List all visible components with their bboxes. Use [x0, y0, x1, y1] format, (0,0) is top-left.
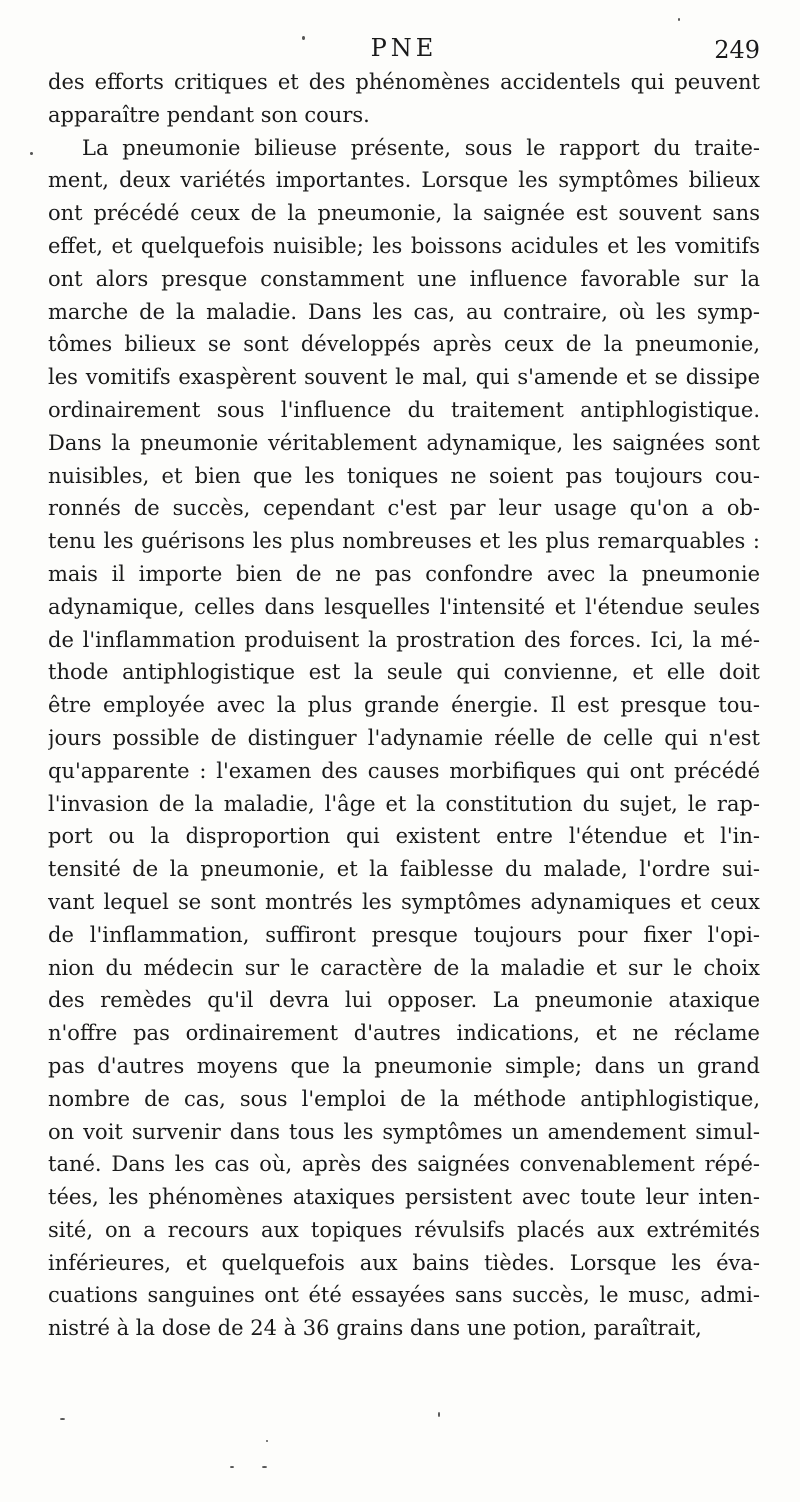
text-line: sité, on a recours aux topiques révulsifs placés aux extrémités [48, 1217, 760, 1242]
text-line: adynamique, celles dans lesquelles l'intensité et l'étendue seules [48, 594, 760, 619]
text-line: tenu les guérisons les plus nombreuses et les plus remarquables : [48, 529, 760, 554]
text-line: ment, deux variétés importantes. Lorsque les symptômes bilieux [48, 168, 760, 193]
text-line: tées, les phénomènes ataxiques persistent avec toute leur inten- [48, 1185, 760, 1210]
text-line: apparaître pendant son cours. [48, 102, 370, 127]
text-line: nion du médecin sur le caractère de la maladie et sur le choix [48, 955, 760, 980]
text-line: ont précédé ceux de la pneumonie, la saignée est souvent sans [48, 201, 760, 226]
text-line: on voit survenir dans tous les symptômes un amendement simul- [48, 1119, 760, 1144]
text-line: inférieures, et quelquefois aux bains tièdes. Lorsque les éva- [48, 1250, 760, 1275]
text-line: de l'inflammation produisent la prostration des forces. Ici, la mé- [48, 627, 760, 652]
text-line: effet, et quelquefois nuisible; les boissons acidules et les vomitifs [48, 233, 760, 258]
text-line: pas d'autres moyens que la pneumonie simple; dans un grand [48, 1053, 760, 1078]
text-line: La pneumonie bilieuse présente, sous le rapport du traite- [82, 135, 760, 160]
scan-speck [438, 1412, 440, 1417]
text-line: ordinairement sous l'influence du traitement antiphlogistique. [48, 397, 760, 422]
text-line: l'invasion de la maladie, l'âge et la constitution du sujet, le rap- [48, 791, 760, 816]
scan-speck [678, 18, 680, 21]
scan-speck [60, 1418, 65, 1420]
text-line: port ou la disproportion qui existent entre l'étendue et l'in- [48, 824, 760, 849]
text-line: des remèdes qu'il devra lui opposer. La pneumonie ataxique [48, 988, 760, 1013]
text-line: tané. Dans les cas où, après des saignées convenablement répé- [48, 1152, 760, 1177]
text-line: nombre de cas, sous l'emploi de la méthode antiphlogistique, [48, 1086, 760, 1111]
text-line: tômes bilieux se sont développés après ceux de la pneumonie, [48, 332, 760, 357]
text-line: ont alors presque constamment une influence favorable sur la [48, 266, 760, 291]
text-line: vant lequel se sont montrés les symptômes adynamiques et ceux [48, 889, 760, 914]
text-line: marche de la maladie. Dans les cas, au contraire, où les symp- [48, 299, 760, 324]
scan-speck [262, 1466, 267, 1468]
text-line: mais il importe bien de ne pas confondre avec la pneumonie [48, 561, 760, 586]
scan-speck [302, 36, 305, 40]
body-text [48, 66, 760, 1345]
text-line: Dans la pneumonie véritablement adynamique, les saignées sont [48, 430, 760, 455]
text-line: nistré à la dose de 24 à 36 grains dans une potion, paraîtrait, [48, 1316, 702, 1341]
running-head [48, 34, 760, 68]
paragraph-2 [48, 132, 760, 1345]
running-title: PNE [370, 34, 438, 62]
text-line: être employée avec la plus grande énergie. Il est presque tou- [48, 693, 760, 718]
text-line: n'offre pas ordinairement d'autres indications, et ne réclame [48, 1021, 760, 1046]
paragraph-1 [48, 66, 760, 132]
text-line: nuisibles, et bien que les toniques ne soient pas toujours cou- [48, 463, 760, 488]
text-line: de l'inflammation, suffiront presque toujours pour fixer l'opi- [48, 922, 760, 947]
text-line: cuations sanguines ont été essayées sans succès, le musc, admi- [48, 1283, 760, 1308]
scan-speck [30, 152, 33, 155]
text-line: des efforts critiques et des phénomènes accidentels qui peuvent [48, 70, 760, 94]
text-line: qu'apparente : l'examen des causes morbifiques qui ont précédé [48, 758, 760, 783]
text-line: tensité de la pneumonie, et la faiblesse du malade, l'ordre sui- [48, 857, 760, 882]
text-line: ronnés de succès, cependant c'est par leur usage qu'on a ob- [48, 496, 760, 521]
text-line: jours possible de distinguer l'adynamie réelle de celle qui n'est [48, 725, 760, 750]
scan-speck [230, 1466, 234, 1468]
page-number: 249 [714, 36, 760, 64]
text-line: thode antiphlogistique est la seule qui convienne, et elle doit [48, 660, 760, 685]
text-line: les vomitifs exaspèrent souvent le mal, qui s'amende et se dissipe [48, 365, 760, 390]
scan-speck [266, 1440, 268, 1442]
